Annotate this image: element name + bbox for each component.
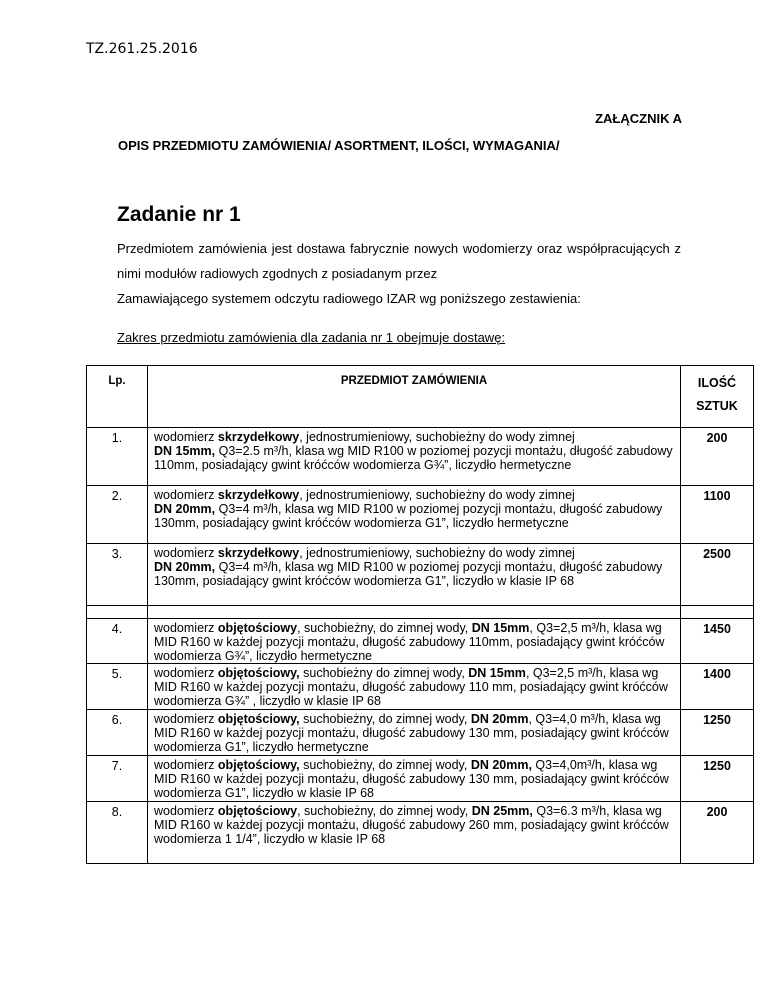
desc-text: wodomierz [154, 804, 218, 818]
desc-text: wodomierz [154, 546, 218, 560]
desc-dn: DN 15mm [471, 621, 530, 635]
row-quantity: 200 [681, 802, 754, 864]
row-quantity: 1450 [681, 619, 754, 664]
row-description [148, 756, 681, 802]
row-quantity: 1250 [681, 710, 754, 756]
desc-text: , Q3=2,5 m³/h, klasa wg MID R160 w każdej pozycji montażu, długość zabudowy 110 mm, posiadający gwint króćców wodomierza G¾” , liczydło w klasie IP 68 [154, 666, 668, 708]
row-quantity: 2500 [681, 544, 754, 606]
desc-type: skrzydełkowy [217, 488, 300, 502]
desc-dn: DN 20mm [470, 712, 529, 726]
spacer-cell [148, 606, 681, 619]
header-item: PRZEDMIOT ZAMÓWIENIA [148, 366, 681, 428]
table-row [87, 802, 754, 864]
row-number: 1. [87, 428, 148, 486]
desc-text: Q3=4,0m³/h, klasa wg MID R160 w każdej pozycji montażu, długość zabudowy 130 mm, posiadający gwint króćców wodomierza G1”, liczydło w klasie IP 68 [154, 758, 669, 800]
desc-text: , jednostrumieniowy, suchobieżny do wody zimnej [299, 430, 575, 444]
desc-text: Q3=4 m³/h, klasa wg MID R100 w poziomej pozycji montażu, długość zabudowy 130mm, posiadający gwint króćców wodomierza G1”, liczydło hermetyczne [154, 502, 663, 530]
desc-text: wodomierz [154, 430, 218, 444]
desc-dn: DN 15mm [468, 666, 526, 680]
desc-text: , jednostrumieniowy, suchobieżny do wody zimnej [299, 546, 575, 560]
row-description [148, 544, 681, 606]
row-number: 4. [87, 619, 148, 664]
desc-type: objętościowy, [217, 666, 300, 680]
desc-text: wodomierz [154, 758, 218, 772]
table-row [87, 664, 754, 710]
row-description [148, 486, 681, 544]
desc-type: skrzydełkowy [217, 430, 300, 444]
row-number: 6. [87, 710, 148, 756]
desc-text: wodomierz [154, 712, 218, 726]
scope-line: Zakres przedmiotu zamówienia dla zadania nr 1 obejmuje dostawę: [117, 330, 506, 345]
table-row [87, 544, 754, 606]
row-quantity: 1250 [681, 756, 754, 802]
intro-line-1: Przedmiotem zamówienia jest dostawa fabrycznie nowych wodomierzy oraz współpracujących z nimi modułów radiowych zgodnych z posiadanym przez [117, 241, 681, 281]
row-number: 3. [87, 544, 148, 606]
spacer-cell [87, 606, 148, 619]
desc-dn: DN 20mm, [154, 560, 216, 574]
desc-text: Q3=6.3 m³/h, klasa wg MID R160 w każdej pozycji montażu, długość zabudowy 260 mm, posiadający gwint króćców wodomierza 1 1/4”, liczydło w klasie IP 68 [154, 804, 669, 846]
spacer-cell [681, 606, 754, 619]
desc-text: wodomierz [154, 488, 218, 502]
desc-text: , Q3=4,0 m³/h, klasa wg MID R160 w każdej pozycji montażu, długość zabudowy 130 mm, posiadający gwint króćców wodomierza G1”, liczydło hermetyczne [154, 712, 669, 754]
row-description [148, 710, 681, 756]
desc-text: suchobieżny, do zimnej wody, [299, 758, 471, 772]
desc-text: , Q3=2,5 m³/h, klasa wg MID R160 w każdej pozycji montażu, długość zabudowy 110mm, posiadający gwint króćców wodomierza G¾”, liczydło hermetyczne [154, 621, 665, 663]
desc-dn: DN 15mm, [154, 444, 216, 458]
row-description [148, 428, 681, 486]
desc-text: , suchobieżny, do zimnej wody, [297, 804, 472, 818]
header-qty-line-1: ILOŚĆ [697, 376, 737, 390]
table-header-row [87, 366, 754, 428]
table-row [87, 619, 754, 664]
desc-type: objętościowy [217, 804, 298, 818]
desc-text: wodomierz [154, 621, 218, 635]
document-reference: TZ.261.25.2016 [86, 41, 198, 57]
desc-type: objętościowy, [217, 758, 300, 772]
header-qty-line-2: SZTUK [696, 399, 738, 413]
desc-text: Q3=2.5 m³/h, klasa wg MID R100 w poziomej pozycji montażu, długość zabudowy 110mm, posiadający gwint króćców wodomierza G¾”, liczydło hermetyczne [154, 444, 673, 472]
desc-text: , jednostrumieniowy, suchobieżny do wody zimnej [299, 488, 575, 502]
table-row [87, 710, 754, 756]
desc-text: wodomierz [154, 666, 218, 680]
annex-label: ZAŁĄCZNIK A [595, 111, 682, 126]
row-number: 5. [87, 664, 148, 710]
intro-line-2: Zamawiającego systemem odczytu radiowego IZAR wg poniższego zestawienia: [117, 291, 581, 306]
desc-dn: DN 20mm, [154, 502, 216, 516]
row-description [148, 619, 681, 664]
desc-type: objętościowy [217, 621, 298, 635]
task-title: Zadanie nr 1 [117, 203, 241, 226]
row-number: 7. [87, 756, 148, 802]
row-description [148, 664, 681, 710]
header-lp: Lp. [87, 366, 148, 428]
row-quantity: 200 [681, 428, 754, 486]
desc-dn: DN 25mm, [471, 804, 533, 818]
desc-dn: DN 20mm, [470, 758, 532, 772]
row-description [148, 802, 681, 864]
subject-heading: OPIS PRZEDMIOTU ZAMÓWIENIA/ ASORTMENT, ILOŚCI, WYMAGANIA/ [118, 138, 560, 153]
row-quantity: 1400 [681, 664, 754, 710]
row-number: 8. [87, 802, 148, 864]
desc-type: objętościowy, [217, 712, 300, 726]
desc-text: , suchobieżny, do zimnej wody, [297, 621, 472, 635]
desc-text: suchobieżny, do zimnej wody, [299, 712, 471, 726]
desc-text: suchobieżny do zimnej wody, [299, 666, 469, 680]
table-row [87, 756, 754, 802]
row-number: 2. [87, 486, 148, 544]
table-row [87, 486, 754, 544]
table-spacer-row [87, 606, 754, 619]
table-row [87, 428, 754, 486]
row-quantity: 1100 [681, 486, 754, 544]
desc-text: Q3=4 m³/h, klasa wg MID R100 w poziomej pozycji montażu, długość zabudowy 130mm, posiadający gwint króćców wodomierza G1”, liczydło w klasie IP 68 [154, 560, 663, 588]
intro-paragraph [117, 236, 681, 311]
header-qty [681, 366, 754, 428]
order-table [86, 365, 754, 864]
desc-type: skrzydełkowy [217, 546, 300, 560]
